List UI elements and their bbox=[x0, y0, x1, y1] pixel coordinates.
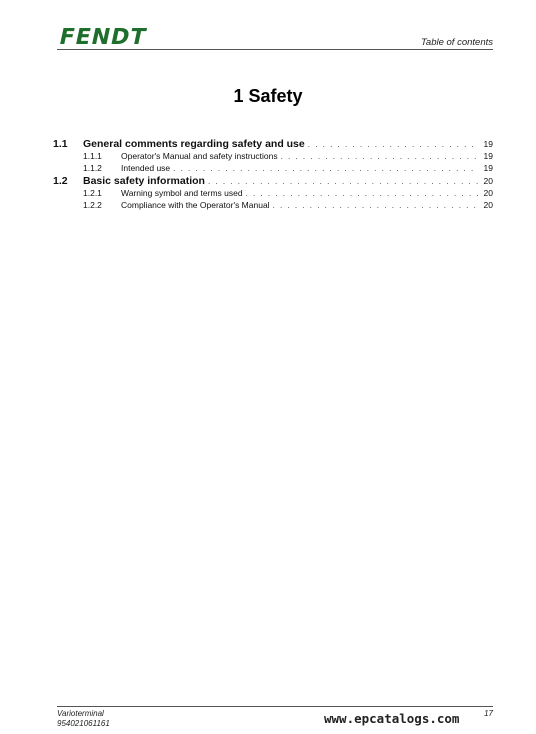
header-divider bbox=[57, 49, 493, 50]
toc-entry-1-2[interactable] bbox=[53, 174, 493, 188]
footer-part-number: 954021061161 bbox=[57, 719, 110, 728]
dot-leader bbox=[208, 175, 478, 188]
toc-entry-number: 1.2.1 bbox=[83, 188, 102, 198]
toc-entry-title: Basic safety information bbox=[83, 175, 205, 187]
footer-divider bbox=[57, 706, 493, 707]
toc-entry-title: Intended use bbox=[121, 162, 171, 173]
footer-page-number: 17 bbox=[484, 709, 493, 718]
toc-entry-title: Operator's Manual and safety instructions bbox=[121, 151, 278, 161]
toc-entry-page: 19 bbox=[483, 151, 493, 161]
toc-entry-1-2-2[interactable] bbox=[53, 200, 493, 212]
dot-leader bbox=[246, 188, 478, 200]
toc-entry-number: 1.2.2 bbox=[83, 199, 102, 210]
toc-entry-title: Warning symbol and terms used bbox=[121, 188, 243, 198]
toc-entry-page: 20 bbox=[483, 188, 493, 198]
footer-product-info bbox=[57, 709, 110, 729]
toc-entry-number: 1.2 bbox=[53, 175, 68, 187]
toc-entry-number: 1.1.2 bbox=[83, 162, 102, 173]
table-of-contents bbox=[53, 137, 493, 211]
toc-entry-page: 20 bbox=[483, 176, 493, 186]
toc-entry-1-1-1[interactable] bbox=[53, 151, 493, 163]
toc-entry-page: 19 bbox=[483, 162, 493, 173]
footer-product-name: Varioterminal bbox=[57, 709, 104, 718]
chapter-title: 1 Safety bbox=[233, 86, 303, 106]
toc-entry-1-1-2[interactable] bbox=[53, 163, 493, 175]
toc-entry-title: Compliance with the Operator's Manual bbox=[121, 199, 270, 210]
header-section-title: Table of contents bbox=[420, 37, 493, 48]
dot-leader bbox=[273, 200, 478, 212]
toc-entry-1-1[interactable] bbox=[53, 137, 493, 151]
toc-entry-page: 20 bbox=[483, 199, 493, 210]
toc-entry-number: 1.1 bbox=[53, 138, 68, 150]
dot-leader bbox=[308, 138, 478, 151]
dot-leader bbox=[281, 151, 478, 163]
dot-leader bbox=[173, 163, 478, 175]
fendt-logo: FENDT bbox=[56, 25, 149, 50]
toc-entry-number: 1.1.1 bbox=[83, 151, 102, 161]
toc-entry-1-2-1[interactable] bbox=[53, 188, 493, 200]
toc-entry-title: General comments regarding safety and use bbox=[83, 138, 305, 150]
toc-entry-page: 19 bbox=[483, 139, 493, 149]
watermark-link[interactable]: www.epcatalogs.com bbox=[324, 711, 460, 726]
